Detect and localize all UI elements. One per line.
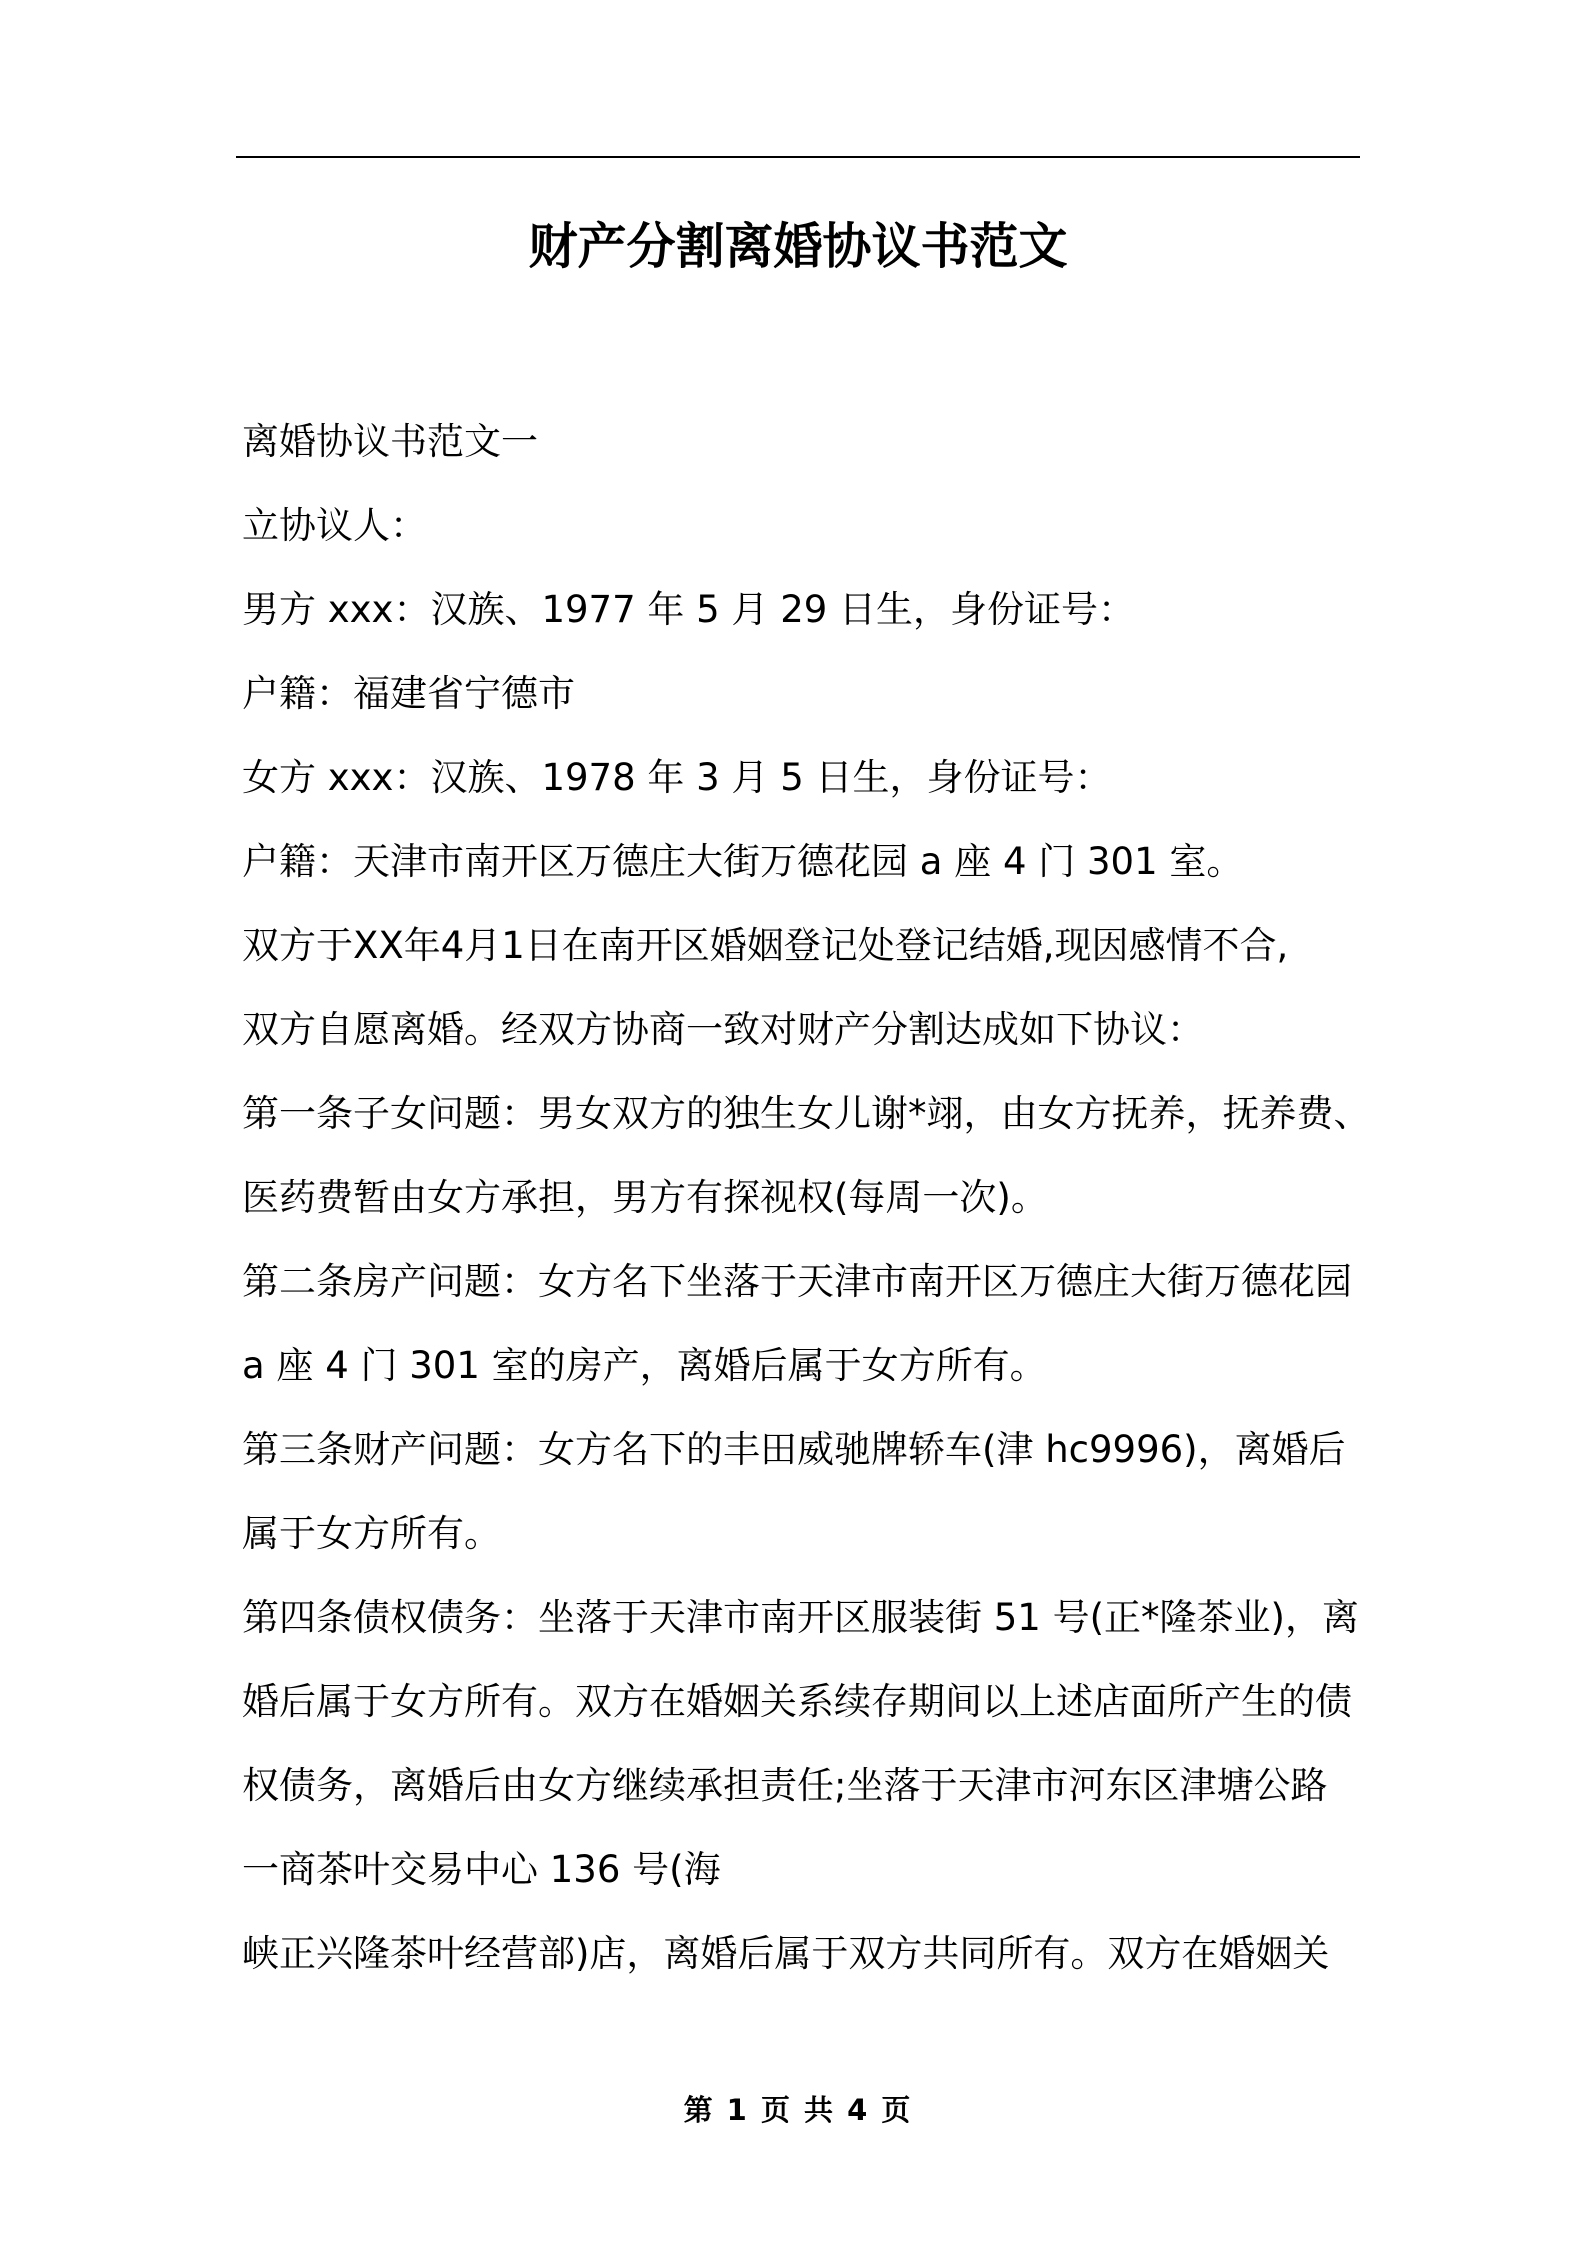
paragraph-line: a 座 4 门 301 室的房产，离婚后属于女方所有。: [242, 1344, 1047, 1387]
paragraph-line: 第四条债权债务：坐落于天津市南开区服装街 51 号(正*隆茶业)，离: [242, 1596, 1359, 1639]
paragraph-line: 户籍：福建省宁德市: [242, 672, 575, 715]
paragraph-line: 第一条子女问题：男女双方的独生女儿谢*翊，由女方抚养，抚养费、: [242, 1092, 1371, 1135]
paragraph-line: 婚后属于女方所有。双方在婚姻关系续存期间以上述店面所产生的债: [242, 1680, 1352, 1723]
document-body: [242, 400, 1371, 1996]
paragraph-line: 第三条财产问题：女方名下的丰田威驰牌轿车(津 hc9996)，离婚后: [242, 1428, 1346, 1471]
paragraph-line: 双方自愿离婚。经双方协商一致对财产分割达成如下协议：: [242, 1008, 1204, 1051]
page-number: 第 1 页 共 4 页: [683, 2093, 913, 2127]
paragraph-line: 第二条房产问题：女方名下坐落于天津市南开区万德庄大街万德花园: [242, 1260, 1352, 1303]
paragraph-line: 女方 xxx：汉族、1978 年 3 月 5 日生，身份证号：: [242, 756, 1112, 799]
paragraph-line: 一商茶叶交易中心 136 号(海: [242, 1848, 721, 1891]
document-title: 财产分割离婚协议书范文: [528, 218, 1068, 275]
paragraph-line: 男方 xxx：汉族、1977 年 5 月 29 日生，身份证号：: [242, 588, 1136, 631]
paragraph-line: 医药费暂由女方承担，男方有探视权(每周一次)。: [242, 1176, 1048, 1219]
paragraph-line: 立协议人：: [242, 504, 427, 547]
section-heading: 离婚协议书范文一: [242, 420, 538, 463]
paragraph-line: 属于女方所有。: [242, 1512, 501, 1555]
paragraph-line: 权债务，离婚后由女方继续承担责任;坐落于天津市河东区津塘公路: [242, 1764, 1328, 1807]
paragraph-line: 户籍：天津市南开区万德庄大街万德花园 a 座 4 门 301 室。: [242, 840, 1244, 883]
header-divider: [236, 156, 1360, 158]
paragraph-line: 峡正兴隆茶叶经营部)店，离婚后属于双方共同所有。双方在婚姻关: [242, 1932, 1330, 1975]
paragraph-line: 双方于XX年4月1日在南开区婚姻登记处登记结婚,现因感情不合,: [242, 924, 1289, 967]
